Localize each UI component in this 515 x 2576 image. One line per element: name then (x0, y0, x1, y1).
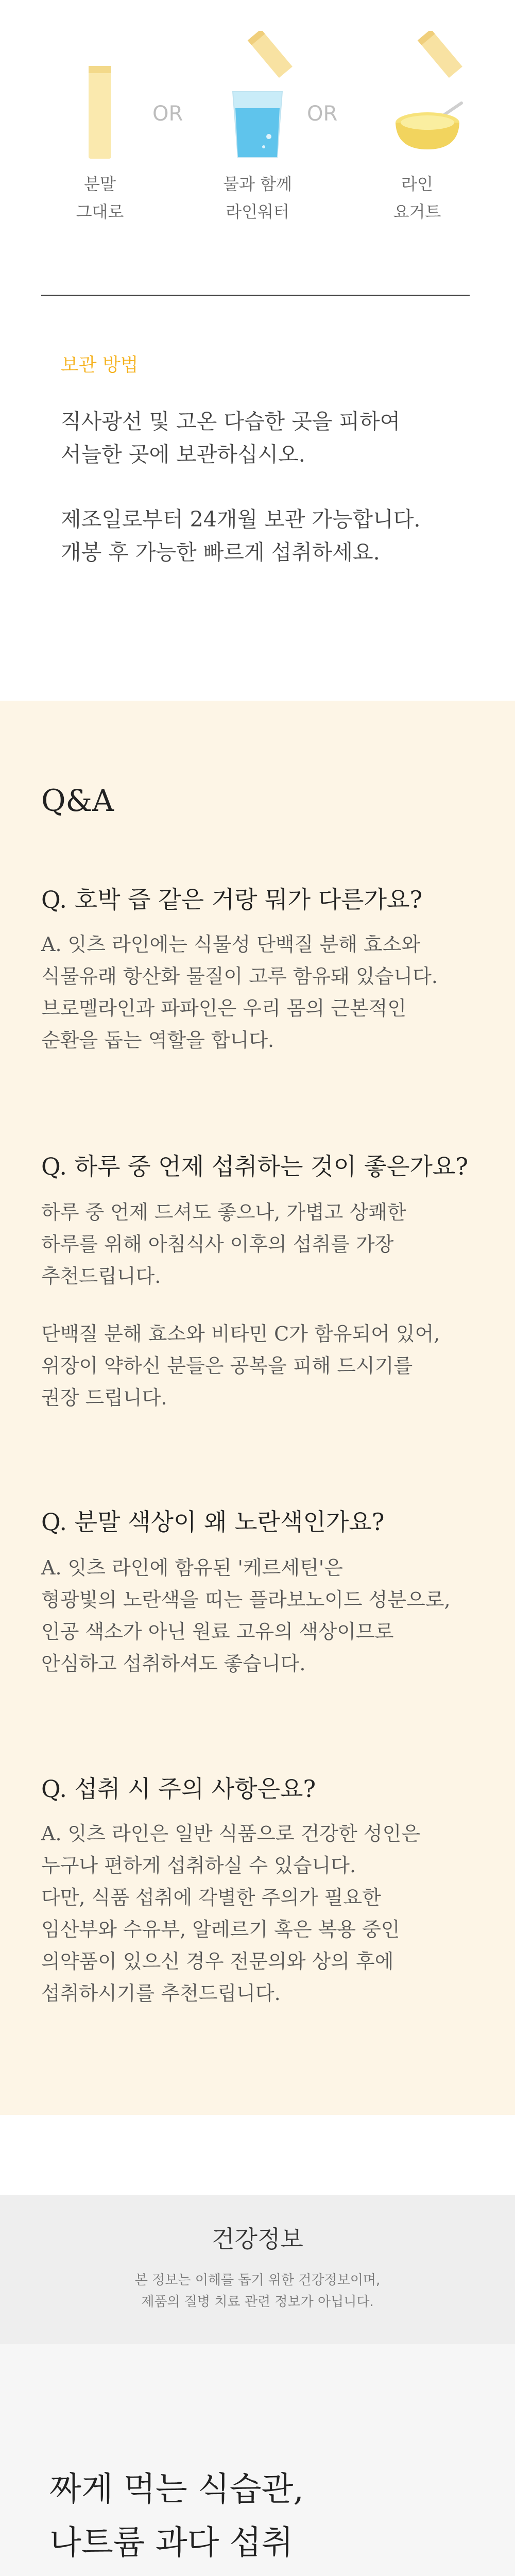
or-label: OR (307, 102, 338, 126)
qa-question-2: Q. 하루 중 언제 섭취하는 것이 좋은가요? (41, 1153, 468, 1180)
powder-stick-icon (87, 66, 113, 159)
section-divider (41, 295, 470, 296)
qa-answer-4: A. 잇츠 라인은 일반 식품으로 건강한 성인은 누구나 편하게 섭취하실 수 있습니다. 다만, 식품 섭취에 각별한 주의가 필요한 임산부와 수유부, 알레르기 혹은 복용 중인 의약품이 있으신 경우 전문의와 상의 후에 섭취하시기를 추천드립니다. (41, 1822, 421, 2005)
qa-question-3: Q. 분말 색상이 왜 노란색인가요? (41, 1508, 385, 1536)
qa-question-1: Q. 호박 즙 같은 거랑 뭐가 다른가요? (41, 886, 423, 913)
method-label-yogurt: 라인 요거트 (393, 174, 441, 222)
qa-answer-2-continued: 단백질 분해 효소와 비타민 C가 함유되어 있어, 위장이 약하신 분들은 공복을 피해 드시기를 권장 드립니다. (41, 1323, 440, 1409)
qa-question-4: Q. 섭취 시 주의 사항은요? (41, 1775, 316, 1803)
qa-answer-2: 하루 중 언제 드셔도 좋으나, 가볍고 상쾌한 하루를 위해 아침식사 이후의 섭취를 가장 추천드립니다. (41, 1201, 406, 1287)
storage-paragraph-1: 직사광선 및 고온 다습한 곳을 피하여 서늘한 곳에 보관하십시오. (61, 409, 401, 467)
qa-answer-3: A. 잇츠 라인에 함유된 '케르세틴'은 형광빛의 노란색을 띠는 플라보노이드 성분으로, 인공 색소가 아닌 원료 고유의 색상이므로 안심하고 섭취하셔도 좋습니다. (41, 1556, 451, 1675)
method-label-water: 물과 함께 라인워터 (223, 174, 292, 222)
yogurt-bowl-icon (391, 31, 469, 149)
storage-paragraph-2: 제조일로부터 24개월 보관 가능합니다. 개봉 후 가능한 빠르게 섭취하세요. (61, 507, 421, 565)
method-label-powder: 분말 그대로 (76, 174, 124, 222)
water-glass-icon (221, 31, 294, 160)
storage-title: 보관 방법 (61, 354, 139, 376)
health-info-note: 본 정보는 이해를 돕기 위한 건강정보이며, 제품의 질병 치료 관련 정보가 아닙니다. (134, 2273, 381, 2310)
health-info-title: 건강정보 (212, 2225, 303, 2253)
sodium-title: 짜게 먹는 식습관, 나트륨 과다 섭취 (49, 2470, 304, 2562)
qa-answer-1: A. 잇츠 라인에는 식물성 단백질 분해 효소와 식물유래 항산화 물질이 고루 함유돼 있습니다. 브로멜라인과 파파인은 우리 몸의 근본적인 순환을 돕는 역할을 합니다. (41, 933, 438, 1052)
qa-title: Q&A (41, 783, 114, 818)
or-label: OR (152, 102, 183, 126)
